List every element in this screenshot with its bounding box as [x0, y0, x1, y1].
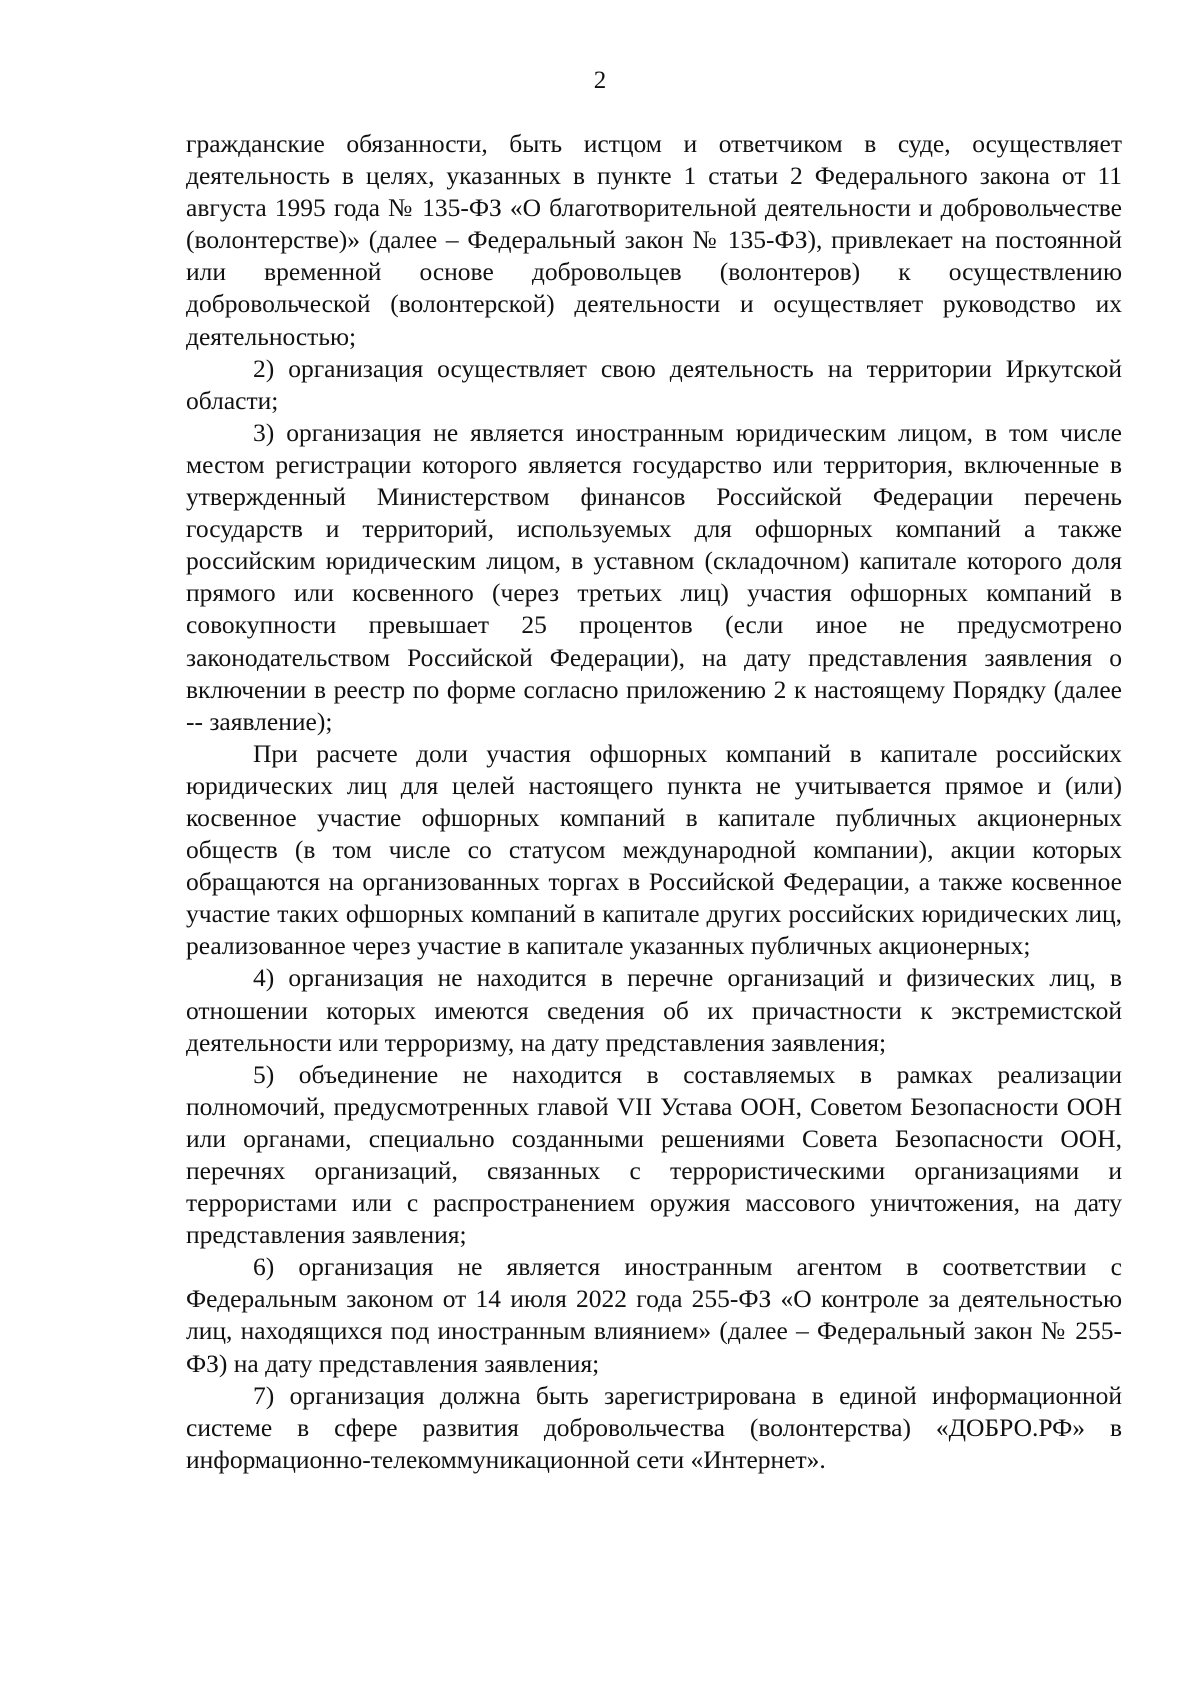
paragraph-item-3: 3) организация не является иностранным юридическим лицом, в том числе местом регистрации которого является государство или территория, включенные в утвержденный Министерством финансов Российской Федерации перечень государств и территорий, используемых для офшорных компаний а также российским юридическим лицом, в уставном (складочном) капитале которого доля прямого или косвенного (через третьих лиц) участия офшорных компаний в совокупности превышает 25 процентов (если иное не предусмотрено законодательством Российской Федерации), на дату представления заявления о включении в реестр по форме согласно приложению 2 к настоящему Порядку (далее -- заявление); — [186, 417, 1122, 736]
paragraph-item-5: 5) объединение не находится в составляемых в рамках реализации полномочий, предусмотренных главой VII Устава ООН, Советом Безопасности ООН или органами, специально созданными решениями Совета Безопасности ООН, перечнях организаций, связанных с террористическими организациями и террористами или с распространением оружия массового уничтожения, на дату представления заявления; — [186, 1059, 1122, 1250]
paragraph-item-4: 4) организация не находится в перечне организаций и физических лиц, в отношении которых имеются сведения об их причастности к экстремистской деятельности или терроризму, на дату представления заявления; — [186, 963, 1122, 1057]
paragraph-item-2: 2) организация осуществляет свою деятельность на территории Иркутской области; — [186, 353, 1122, 415]
page-number: 2 — [593, 67, 607, 94]
paragraph-item-7: 7) организация должна быть зарегистрирована в единой информационной системе в сфере развития добровольчества (волонтерства) «ДОБРО.РФ» в информационно-телекоммуникационной сети «Интернет». — [186, 1380, 1122, 1474]
paragraph-item-6: 6) организация не является иностранным агентом в соответствии с Федеральным законом от 14 июля 2022 года 255-ФЗ «О контроле за деятельностью лиц, находящихся под иностранным влиянием» (далее – Федеральный закон № 255-ФЗ) на дату представления заявления; — [186, 1252, 1122, 1378]
paragraph-offshore-calculation: При расчете доли участия офшорных компаний в капитале российских юридических лиц для целей настоящего пункта не учитывается прямое и (или) косвенное участие офшорных компаний в капитале публичных акционерных обществ (в том числе со статусом международной компании), акции которых обращаются на организованных торгах в Российской Федерации, а также косвенное участие таких офшорных компаний в капитале других российских юридических лиц, реализованное через участие в капитале указанных публичных акционерных; — [186, 738, 1122, 961]
paragraph-continuation: гражданские обязанности, быть истцом и ответчиком в суде, осуществляет деятельность в целях, указанных в пункте 1 статьи 2 Федерального закона от 11 августа 1995 года № 135-ФЗ «О благотворительной деятельности и добровольчестве (волонтерстве)» (далее – Федеральный закон № 135-ФЗ), привлекает на постоянной или временной основе добровольцев (волонтеров) к осуществлению добровольческой (волонтерской) деятельности и осуществляет руководство их деятельностью; — [186, 129, 1122, 351]
document-body — [186, 128, 1122, 1476]
